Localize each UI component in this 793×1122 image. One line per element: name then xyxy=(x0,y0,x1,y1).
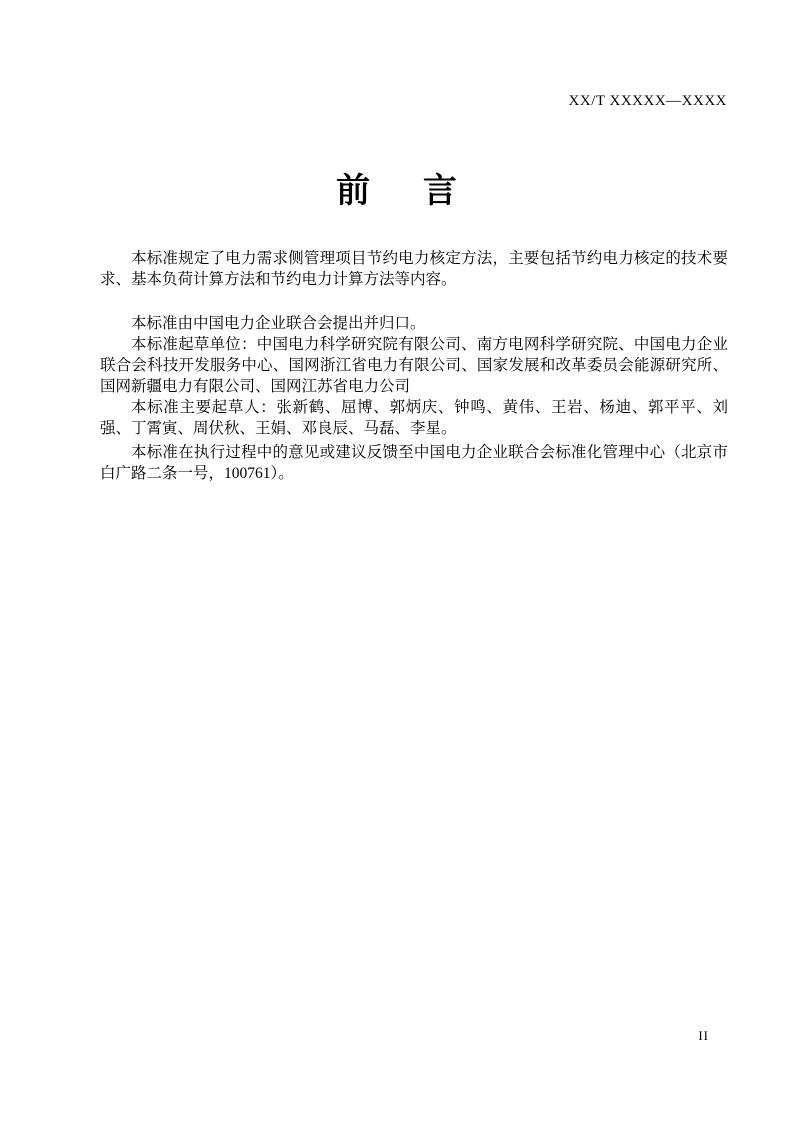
paragraph-drafting-units: 本标准起草单位：中国电力科学研究院有限公司、南方电网科学研究院、中国电力企业联合会科技开发服务中心、国网浙江省电力有限公司、国家发展和改革委员会能源研究所、国网新疆电力有限公司、国网江苏省电力公司 xyxy=(100,336,728,395)
preface-content xyxy=(100,248,728,484)
paragraph-feedback-address: 本标准在执行过程中的意见或建议反馈至中国电力企业联合会标准化管理中心（北京市白广路二条一号，100761）。 xyxy=(100,444,728,482)
standard-code: XX/T XXXXX—XXXX xyxy=(568,93,727,109)
page-number: II xyxy=(698,1028,709,1043)
page-title: 前言 xyxy=(336,172,510,210)
paragraph-proposed-by: 本标准由中国电力企业联合会提出并归口。 xyxy=(131,315,426,332)
paragraph-drafters: 本标准主要起草人：张新鹤、屈博、郭炳庆、钟鸣、黄伟、王岩、杨迪、郭平平、刘强、丁霄寅、周伏秋、王娟、邓良辰、马磊、李星。 xyxy=(100,399,728,437)
paragraph-scope: 本标准规定了电力需求侧管理项目节约电力核定方法，主要包括节约电力核定的技术要求、基本负荷计算方法和节约电力计算方法等内容。 xyxy=(100,250,728,288)
